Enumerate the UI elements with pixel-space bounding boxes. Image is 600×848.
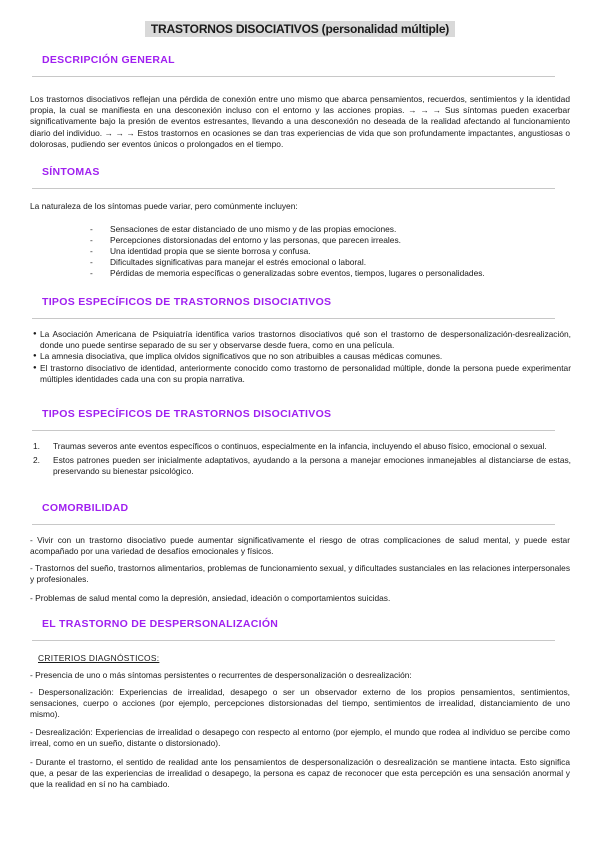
- item-text: Traumas severos ante eventos específicos o continuos, especialmente en la infancia, incluyendo el abuso físico, emocional o sexual.: [53, 441, 547, 451]
- list-item: - Una identidad propia que se siente borrosa y confusa.: [90, 246, 550, 257]
- tipos-2-list: [33, 441, 571, 481]
- list-item: - Dificultades significativas para manejar el estrés emocional o laboral.: [90, 257, 550, 268]
- descripcion-text: Los trastornos disociativos reflejan una pérdida de conexión entre uno mismo que abarca pensamientos, recuerdos, sentimientos y la identidad propia, la cual se manifiesta en una desconexión incluso con el entorno y las acciones propias. → → → Sus síntomas pueden exacerbar significativamente bajo la presión de eventos estresantes, llevando a una desconexión no deseada de la realidad afectando al funcionamiento diario del individuo. → → → Estos trastornos en ocasiones se dan tras experiencias de vida que son profundamente impactantes, angustiosas o dolorosas, pudiendo ser eventos únicos o prolongados en el tiempo.: [30, 94, 570, 149]
- heading-comorbilidad: COMORBILIDAD: [42, 502, 129, 514]
- divider: [32, 76, 555, 77]
- item-number: 2.: [33, 455, 40, 466]
- heading-tipos-1: TIPOS ESPECÍFICOS DE TRASTORNOS DISOCIATIVOS: [42, 296, 332, 308]
- list-item: - Pérdidas de memoria específicas o generalizadas sobre eventos, tiempos, lugares o personalidades.: [90, 268, 550, 279]
- comorbilidad-para-2: - Trastornos del sueño, trastornos alimentarios, problemas de funcionamiento sexual, y dificultades sustanciales en las relaciones interpersonales y profesionales.: [30, 563, 571, 585]
- criterio-para-4: - Durante el trastorno, el sentido de realidad ante los pensamientos de despersonalización o desrealización se mantiene intacta. Esto significa que, a pesar de las experiencias de irrealidad o desapego, la persona es capaz de reconocer que esta percepción es una sensación anormal y que la realidad en sí no ha cambiado.: [30, 757, 570, 790]
- list-item: - Sensaciones de estar distanciado de uno mismo y de las propias emociones.: [90, 224, 550, 235]
- list-item: ● El trastorno disociativo de identidad, anteriormente conocido como trastorno de personalidad múltiple, donde la persona puede experimentar múltiples identidades cada una con su propia narrativa.: [33, 363, 571, 385]
- comorbilidad-para-3: - Problemas de salud mental como la depresión, ansiedad, ideación o comportamientos suicidas.: [30, 593, 391, 603]
- sintomas-intro: La naturaleza de los síntomas puede variar, pero comúnmente incluyen:: [30, 201, 298, 211]
- divider: [32, 640, 555, 641]
- title-wrap: [0, 20, 600, 38]
- item-text: Estos patrones pueden ser inicialmente adaptativos, ayudando a la persona a manejar emociones inmanejables al distanciarse de estas, preservando su bienestar psicológico.: [53, 455, 571, 477]
- divider: [32, 318, 555, 319]
- list-item: [33, 455, 571, 477]
- divider: [32, 188, 555, 189]
- comorbilidad-para-1: - Vivir con un trastorno disociativo puede aumentar significativamente el riesgo de otras complicaciones de salud mental, y puede estar acompañado por una variedad de desafíos emocionales y físicos.: [30, 535, 570, 557]
- page-title: TRASTORNOS DISOCIATIVOS (personalidad múltiple): [145, 21, 455, 37]
- divider: [32, 430, 555, 431]
- list-item: [33, 441, 571, 452]
- heading-sintomas: SÍNTOMAS: [42, 166, 100, 178]
- sintomas-list: [90, 224, 550, 279]
- criterio-para-3: - Desrealización: Experiencias de irrealidad o desapego con respecto al entorno (por ejemplo, el mundo que rodea al individuo se percibe como irreal, como en un sueño, distante o distorsionado).: [30, 727, 570, 749]
- criterio-para-1: - Presencia de uno o más síntomas persistentes o recurrentes de despersonalización o desrealización:: [30, 670, 412, 680]
- heading-tipos-2: TIPOS ESPECÍFICOS DE TRASTORNOS DISOCIATIVOS: [42, 408, 332, 420]
- heading-descripcion: DESCRIPCIÓN GENERAL: [42, 54, 175, 66]
- item-number: 1.: [33, 441, 40, 451]
- criterio-para-2: - Despersonalización: Experiencias de irrealidad, desapego o ser un observador externo de los propios pensamientos, sentimientos, sensaciones, cuerpo o acciones (por ejemplo, percepciones distorsionadas del tiempo, sentimientos de irrealidad, distanciamiento de uno mismo).: [30, 687, 570, 720]
- divider: [32, 524, 555, 525]
- criterios-subheading: CRITERIOS DIAGNÓSTICOS:: [38, 653, 160, 663]
- tipos-1-list: [33, 329, 571, 385]
- list-item: ● La amnesia disociativa, que implica olvidos significativos que no son atribuibles a causas médicas comunes.: [33, 351, 571, 362]
- list-item: - Percepciones distorsionadas del entorno y las personas, que parecen irreales.: [90, 235, 550, 246]
- heading-despersonalizacion: EL TRASTORNO DE DESPERSONALIZACIÓN: [42, 618, 279, 630]
- list-item: ● La Asociación Americana de Psiquiatría identifica varios trastornos disociativos qué son el trastorno de despersonalización-desrealización, donde uno puede sentirse separado de su ser y observarse desde fuera, como en una película.: [33, 329, 571, 351]
